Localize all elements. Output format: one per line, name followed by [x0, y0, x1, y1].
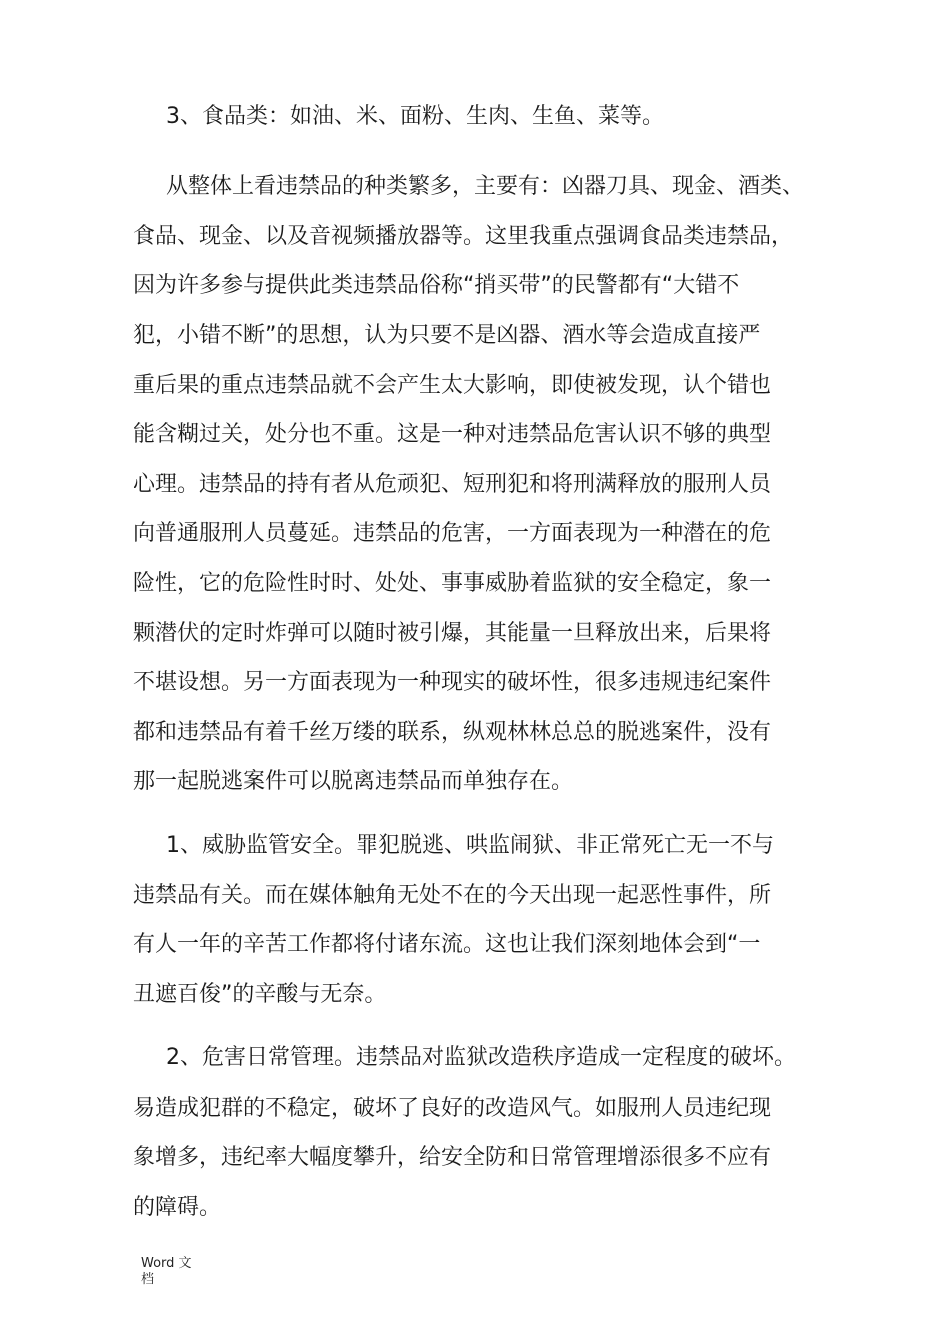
- paragraph-line: 险性，它的危险性时时、处处、事事威胁着监狱的安全稳定，象一: [133, 571, 772, 596]
- paragraph-line: 丑遮百俊”的辛酸与无奈。: [133, 982, 387, 1007]
- paragraph-line: 象增多，违纪率大幅度攀升，给安全防和日常管理增添很多不应有: [133, 1145, 772, 1170]
- footer-label-continued: 档: [141, 1272, 155, 1287]
- paragraph-line: 犯，小错不断”的思想，认为只要不是凶器、酒水等会造成直接严: [133, 323, 761, 348]
- paragraph-line: 重后果的重点违禁品就不会产生太大影响，即使被发现，认个错也: [133, 373, 772, 398]
- paragraph-line: 违禁品有关。而在媒体触角无处不在的今天出现一起恶性事件，所: [133, 883, 772, 908]
- page-footer: [141, 1256, 201, 1288]
- paragraph-line: 颗潜伏的定时炸弹可以随时被引爆，其能量一旦释放出来，后果将: [133, 621, 772, 646]
- paragraph-line: 心理。违禁品的持有者从危顽犯、短刑犯和将刑满释放的服刑人员: [133, 472, 772, 497]
- paragraph-line: 3、食品类：如油、米、面粉、生肉、生鱼、菜等。: [166, 104, 664, 129]
- footer-label: Word 文: [141, 1256, 192, 1271]
- paragraph-line: 不堪设想。另一方面表现为一种现实的破坏性，很多违规违纪案件: [133, 670, 772, 695]
- paragraph-line: 向普通服刑人员蔓延。违禁品的危害，一方面表现为一种潜在的危: [133, 521, 772, 546]
- paragraph-line: 都和违禁品有着千丝万缕的联系，纵观林林总总的脱逃案件，没有: [133, 720, 772, 745]
- paragraph-line: 能含糊过关，处分也不重。这是一种对违禁品危害认识不够的典型: [133, 422, 772, 447]
- paragraph-line: 2、危害日常管理。违禁品对监狱改造秩序造成一定程度的破坏。: [166, 1045, 796, 1070]
- paragraph-line: 的障碍。: [133, 1195, 222, 1220]
- paragraph-line: 因为许多参与提供此类违禁品俗称“捎买带”的民警都有“大错不: [133, 273, 740, 298]
- paragraph-line: 1、威胁监管安全。罪犯脱逃、哄监闹狱、非正常死亡无一不与: [166, 833, 774, 858]
- paragraph-line: 从整体上看违禁品的种类繁多，主要有：凶器刀具、现金、酒类、: [166, 174, 805, 199]
- paragraph-line: 有人一年的辛苦工作都将付诸东流。这也让我们深刻地体会到“一: [133, 932, 761, 957]
- paragraph-line: 那一起脱逃案件可以脱离违禁品而单独存在。: [133, 769, 574, 794]
- paragraph-line: 易造成犯群的不稳定，破坏了良好的改造风气。如服刑人员违纪现: [133, 1096, 772, 1121]
- paragraph-line: 食品、现金、以及音视频播放器等。这里我重点强调食品类违禁品，: [133, 224, 794, 249]
